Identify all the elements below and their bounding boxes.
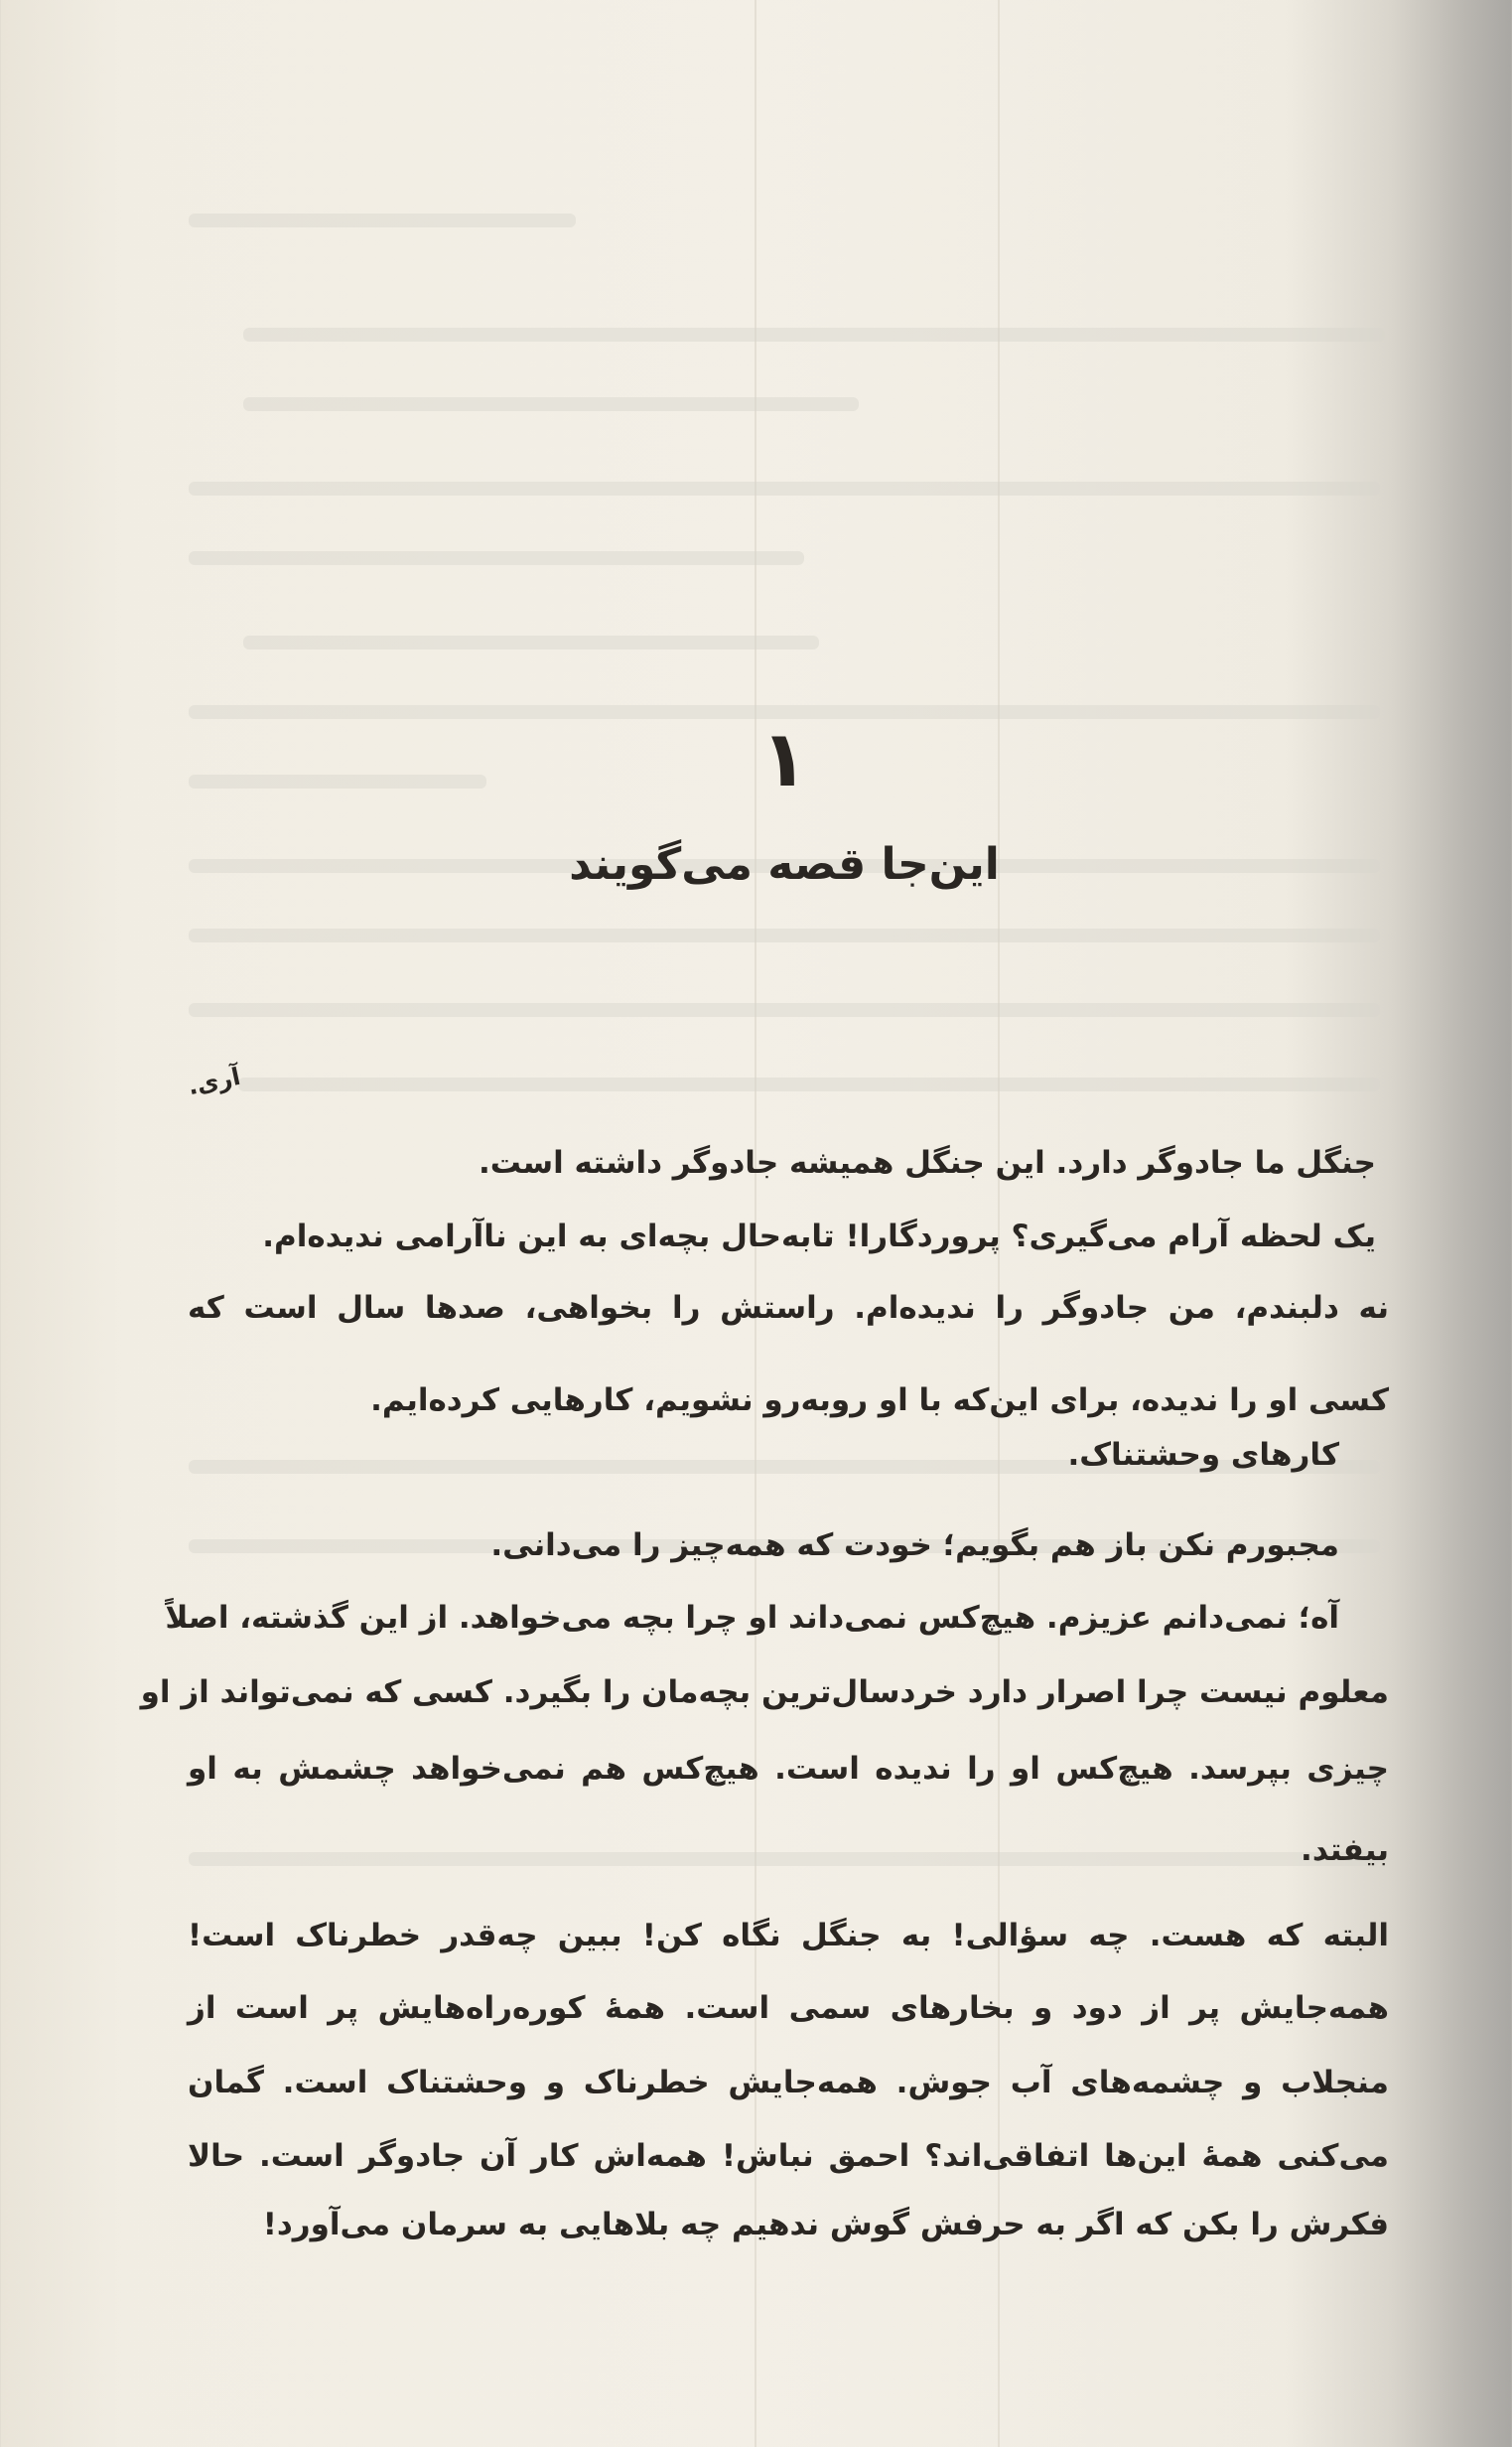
text-line: یک لحظه آرام می‌گیری؟ پروردگارا! تابه‌حال بچه‌ای به این ناآرامی ندیده‌ام. — [262, 1219, 1376, 1254]
text-line: همه‌جایش پر از دود و بخارهای سمی است. همهٔ کوره‌راه‌هایش پر است از — [188, 1990, 1389, 2026]
chapter-title: این‌جا قصه می‌گویند — [569, 839, 1000, 890]
text-line: مجبورم نکن باز هم بگویم؛ خودت که همه‌چیز را می‌دانی. — [490, 1527, 1339, 1563]
text-line: نه دلبندم، من جادوگر را ندیده‌ام. راستش را بخواهی، صدها سال است که — [188, 1290, 1389, 1326]
text-line: معلوم نیست چرا اصرار دارد خردسال‌ترین بچه‌مان را بگیرد. کسی که نمی‌تواند از او — [140, 1674, 1389, 1710]
text-line: آه؛ نمی‌دانم عزیزم. هیچ‌کس نمی‌داند او چرا بچه می‌خواهد. از این گذشته، اصلاً — [165, 1600, 1339, 1636]
stray-text: آری. — [185, 1062, 243, 1101]
text-line: کسی او را ندیده، برای این‌که با او روبه‌رو نشویم، کارهایی کرده‌ایم. — [370, 1382, 1389, 1418]
text-line: کارهای وحشتناک. — [1067, 1437, 1339, 1473]
text-line: فکرش را بکن که اگر به حرفش گوش ندهیم چه بلاهایی به سرمان می‌آورد! — [262, 2207, 1389, 2242]
text-line: می‌کنی همهٔ این‌ها اتفاقی‌اند؟ احمق نباش! همه‌اش کار آن جادوگر است. حالا — [188, 2138, 1389, 2174]
text-line: جنگل ما جادوگر دارد. این جنگل همیشه جادوگر داشته است. — [479, 1145, 1376, 1181]
text-line: البته که هست. چه سؤالی! به جنگل نگاه کن! ببین چه‌قدر خطرناک است! — [188, 1918, 1389, 1953]
text-line: منجلاب و چشمه‌های آب جوش. همه‌جایش خطرناک و وحشتناک است. گمان — [188, 2065, 1389, 2100]
text-line: بیفتد. — [1301, 1832, 1389, 1868]
chapter-number: ۱ — [760, 715, 808, 804]
text-line: چیزی بپرسد. هیچ‌کس او را ندیده است. هیچ‌کس هم نمی‌خواهد چشمش به او — [188, 1751, 1389, 1787]
